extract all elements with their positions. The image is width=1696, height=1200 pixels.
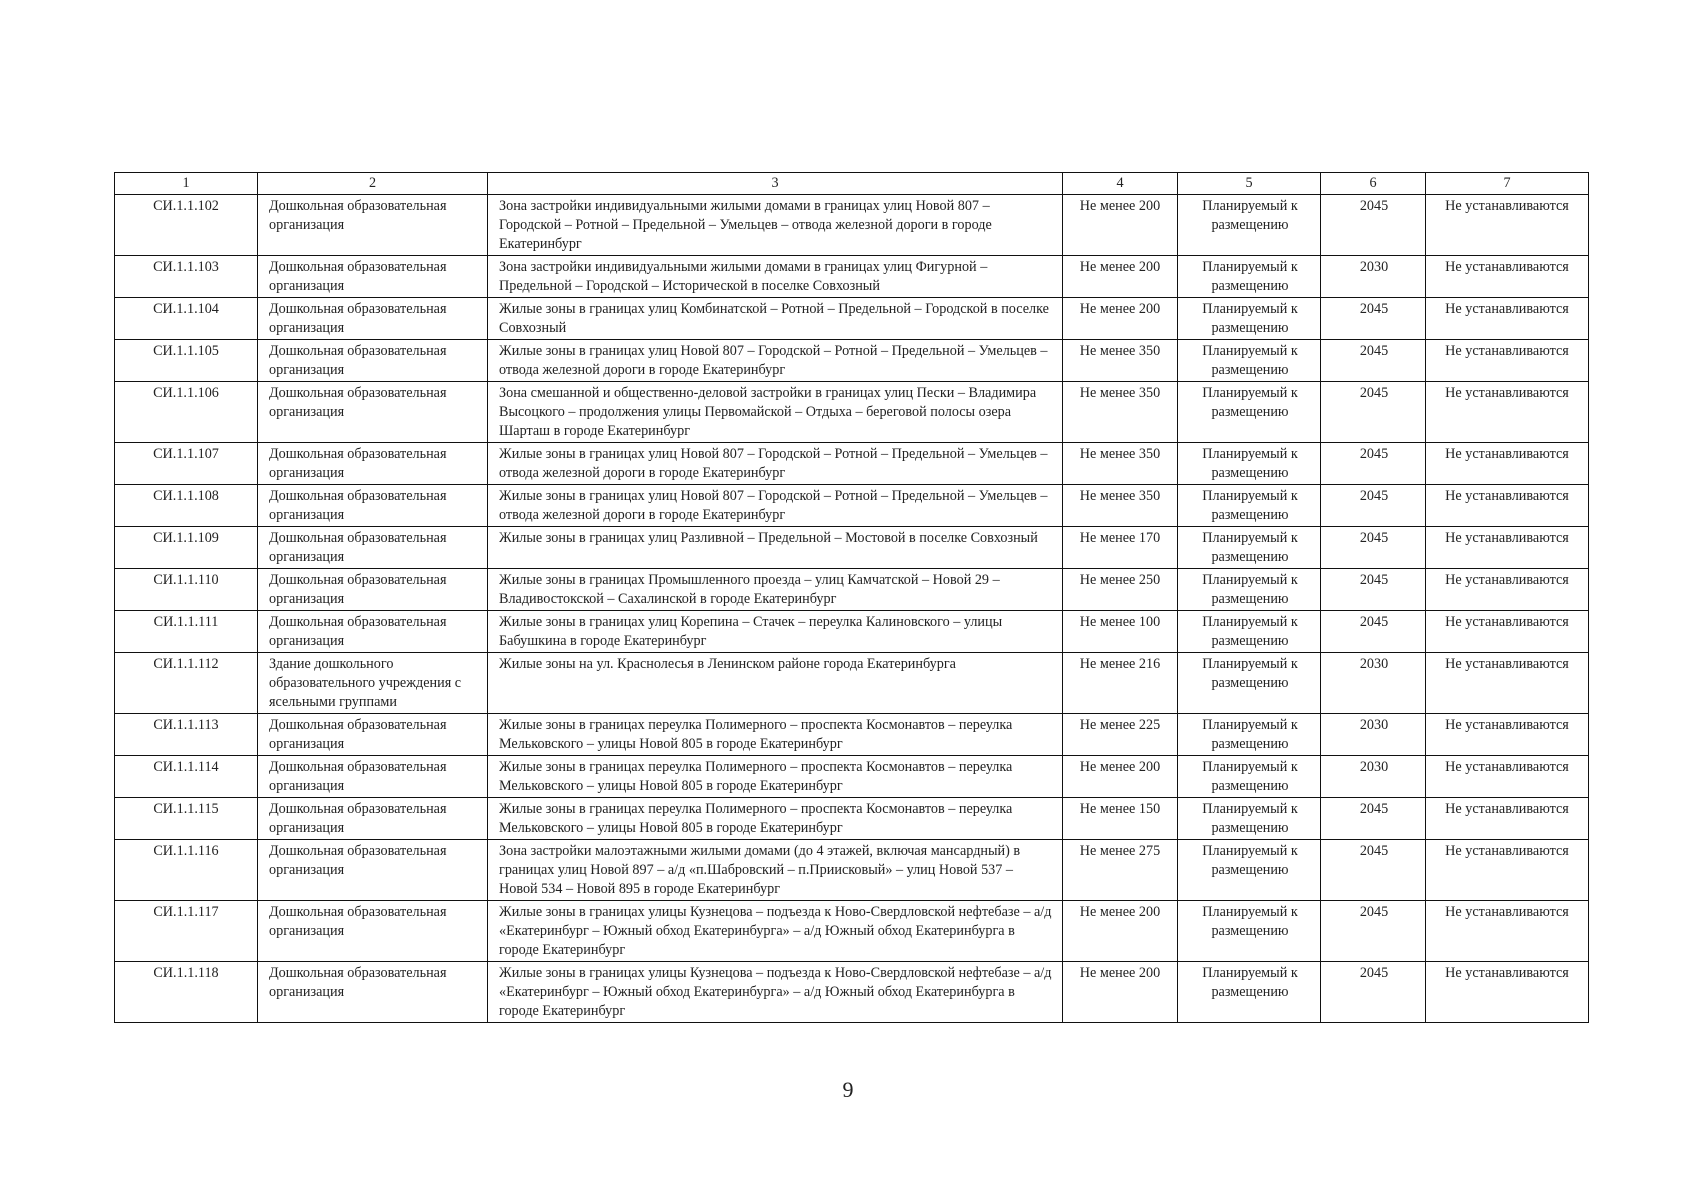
year-cell: 2045	[1321, 527, 1426, 569]
capacity-cell: Не менее 150	[1063, 798, 1178, 840]
limits-cell: Не устанавливаются	[1426, 340, 1589, 382]
table-row	[115, 962, 1589, 1023]
status-cell: Планируемый к размещению	[1178, 798, 1321, 840]
object-number-cell: СИ.1.1.118	[115, 962, 258, 1023]
capacity-cell: Не менее 216	[1063, 653, 1178, 714]
header-cell: 3	[488, 173, 1063, 195]
object-number-cell: СИ.1.1.104	[115, 298, 258, 340]
table-row	[115, 340, 1589, 382]
table-row	[115, 298, 1589, 340]
status-cell: Планируемый к размещению	[1178, 382, 1321, 443]
capacity-cell: Не менее 200	[1063, 901, 1178, 962]
status-cell: Планируемый к размещению	[1178, 443, 1321, 485]
object-type-cell: Дошкольная образовательная организация	[258, 714, 488, 756]
status-cell: Планируемый к размещению	[1178, 840, 1321, 901]
status-cell: Планируемый к размещению	[1178, 256, 1321, 298]
capacity-cell: Не менее 200	[1063, 195, 1178, 256]
object-number-cell: СИ.1.1.111	[115, 611, 258, 653]
capacity-cell: Не менее 350	[1063, 485, 1178, 527]
limits-cell: Не устанавливаются	[1426, 901, 1589, 962]
year-cell: 2030	[1321, 653, 1426, 714]
status-cell: Планируемый к размещению	[1178, 756, 1321, 798]
header-cell: 4	[1063, 173, 1178, 195]
object-number-cell: СИ.1.1.110	[115, 569, 258, 611]
objects-table	[114, 172, 1589, 1023]
limits-cell: Не устанавливаются	[1426, 527, 1589, 569]
year-cell: 2045	[1321, 340, 1426, 382]
capacity-cell: Не менее 200	[1063, 298, 1178, 340]
capacity-cell: Не менее 350	[1063, 443, 1178, 485]
object-number-cell: СИ.1.1.105	[115, 340, 258, 382]
limits-cell: Не устанавливаются	[1426, 611, 1589, 653]
limits-cell: Не устанавливаются	[1426, 569, 1589, 611]
object-number-cell: СИ.1.1.109	[115, 527, 258, 569]
limits-cell: Не устанавливаются	[1426, 653, 1589, 714]
capacity-cell: Не менее 200	[1063, 756, 1178, 798]
table-row	[115, 382, 1589, 443]
limits-cell: Не устанавливаются	[1426, 714, 1589, 756]
object-type-cell: Дошкольная образовательная организация	[258, 527, 488, 569]
zone-cell: Жилые зоны в границах улиц Новой 807 – Городской – Ротной – Предельной – Умельцев – отвода железной дороги в городе Екатеринбург	[488, 340, 1063, 382]
status-cell: Планируемый к размещению	[1178, 195, 1321, 256]
header-cell: 7	[1426, 173, 1589, 195]
object-type-cell: Дошкольная образовательная организация	[258, 569, 488, 611]
capacity-cell: Не менее 100	[1063, 611, 1178, 653]
table-row	[115, 527, 1589, 569]
page-number: 9	[842, 1077, 854, 1102]
object-number-cell: СИ.1.1.106	[115, 382, 258, 443]
header-cell: 2	[258, 173, 488, 195]
object-number-cell: СИ.1.1.115	[115, 798, 258, 840]
year-cell: 2045	[1321, 298, 1426, 340]
year-cell: 2045	[1321, 901, 1426, 962]
table-row	[115, 714, 1589, 756]
limits-cell: Не устанавливаются	[1426, 962, 1589, 1023]
capacity-cell: Не менее 200	[1063, 962, 1178, 1023]
limits-cell: Не устанавливаются	[1426, 756, 1589, 798]
table-row	[115, 611, 1589, 653]
zone-cell: Жилые зоны в границах улицы Кузнецова – подъезда к Ново-Свердловской нефтебазе – а/д «Екатеринбург – Южный обход Екатеринбурга» – а/д Южный обход Екатеринбурга в городе Екатеринбург	[488, 901, 1063, 962]
zone-cell: Жилые зоны в границах переулка Полимерного – проспекта Космонавтов – переулка Мельковского – улицы Новой 805 в городе Екатеринбург	[488, 714, 1063, 756]
zone-cell: Зона застройки индивидуальными жилыми домами в границах улиц Новой 807 – Городской – Ротной – Предельной – Умельцев – отвода железной дороги в городе Екатеринбург	[488, 195, 1063, 256]
table-body	[115, 195, 1589, 1023]
object-number-cell: СИ.1.1.112	[115, 653, 258, 714]
object-number-cell: СИ.1.1.114	[115, 756, 258, 798]
object-type-cell: Дошкольная образовательная организация	[258, 798, 488, 840]
object-number-cell: СИ.1.1.102	[115, 195, 258, 256]
capacity-cell: Не менее 350	[1063, 340, 1178, 382]
status-cell: Планируемый к размещению	[1178, 653, 1321, 714]
header-row	[115, 173, 1589, 195]
year-cell: 2045	[1321, 443, 1426, 485]
table-row	[115, 653, 1589, 714]
object-type-cell: Дошкольная образовательная организация	[258, 195, 488, 256]
limits-cell: Не устанавливаются	[1426, 256, 1589, 298]
object-type-cell: Дошкольная образовательная организация	[258, 756, 488, 798]
table-row	[115, 840, 1589, 901]
table-row	[115, 443, 1589, 485]
table-row	[115, 901, 1589, 962]
limits-cell: Не устанавливаются	[1426, 443, 1589, 485]
status-cell: Планируемый к размещению	[1178, 527, 1321, 569]
limits-cell: Не устанавливаются	[1426, 485, 1589, 527]
year-cell: 2030	[1321, 714, 1426, 756]
capacity-cell: Не менее 275	[1063, 840, 1178, 901]
year-cell: 2045	[1321, 611, 1426, 653]
object-type-cell: Дошкольная образовательная организация	[258, 298, 488, 340]
zone-cell: Жилые зоны в границах улиц Разливной – Предельной – Мостовой в поселке Совхозный	[488, 527, 1063, 569]
year-cell: 2045	[1321, 195, 1426, 256]
zone-cell: Зона застройки индивидуальными жилыми домами в границах улиц Фигурной – Предельной – Городской – Исторической в поселке Совхозный	[488, 256, 1063, 298]
year-cell: 2045	[1321, 569, 1426, 611]
year-cell: 2045	[1321, 962, 1426, 1023]
status-cell: Планируемый к размещению	[1178, 485, 1321, 527]
object-number-cell: СИ.1.1.113	[115, 714, 258, 756]
zone-cell: Жилые зоны в границах переулка Полимерного – проспекта Космонавтов – переулка Мельковского – улицы Новой 805 в городе Екатеринбург	[488, 798, 1063, 840]
table-row	[115, 195, 1589, 256]
limits-cell: Не устанавливаются	[1426, 382, 1589, 443]
capacity-cell: Не менее 200	[1063, 256, 1178, 298]
year-cell: 2030	[1321, 756, 1426, 798]
limits-cell: Не устанавливаются	[1426, 840, 1589, 901]
capacity-cell: Не менее 225	[1063, 714, 1178, 756]
header-cell: 5	[1178, 173, 1321, 195]
limits-cell: Не устанавливаются	[1426, 798, 1589, 840]
object-number-cell: СИ.1.1.107	[115, 443, 258, 485]
zone-cell: Жилые зоны на ул. Краснолесья в Ленинском районе города Екатеринбурга	[488, 653, 1063, 714]
object-type-cell: Дошкольная образовательная организация	[258, 443, 488, 485]
year-cell: 2045	[1321, 382, 1426, 443]
status-cell: Планируемый к размещению	[1178, 962, 1321, 1023]
status-cell: Планируемый к размещению	[1178, 340, 1321, 382]
object-number-cell: СИ.1.1.116	[115, 840, 258, 901]
table-row	[115, 756, 1589, 798]
zone-cell: Жилые зоны в границах улиц Новой 807 – Городской – Ротной – Предельной – Умельцев – отвода железной дороги в городе Екатеринбург	[488, 485, 1063, 527]
object-type-cell: Дошкольная образовательная организация	[258, 962, 488, 1023]
object-type-cell: Дошкольная образовательная организация	[258, 611, 488, 653]
object-number-cell: СИ.1.1.103	[115, 256, 258, 298]
table-row	[115, 798, 1589, 840]
object-type-cell: Дошкольная образовательная организация	[258, 901, 488, 962]
object-number-cell: СИ.1.1.108	[115, 485, 258, 527]
table-row	[115, 569, 1589, 611]
object-type-cell: Здание дошкольного образовательного учреждения с ясельными группами	[258, 653, 488, 714]
header-cell: 1	[115, 173, 258, 195]
zone-cell: Жилые зоны в границах улицы Кузнецова – подъезда к Ново-Свердловской нефтебазе – а/д «Екатеринбург – Южный обход Екатеринбурга» – а/д Южный обход Екатеринбурга в городе Екатеринбург	[488, 962, 1063, 1023]
year-cell: 2030	[1321, 256, 1426, 298]
status-cell: Планируемый к размещению	[1178, 569, 1321, 611]
limits-cell: Не устанавливаются	[1426, 298, 1589, 340]
capacity-cell: Не менее 350	[1063, 382, 1178, 443]
table-row	[115, 485, 1589, 527]
status-cell: Планируемый к размещению	[1178, 901, 1321, 962]
zone-cell: Жилые зоны в границах Промышленного проезда – улиц Камчатской – Новой 29 – Владивостокской – Сахалинской в городе Екатеринбург	[488, 569, 1063, 611]
zone-cell: Жилые зоны в границах переулка Полимерного – проспекта Космонавтов – переулка Мельковского – улицы Новой 805 в городе Екатеринбург	[488, 756, 1063, 798]
zone-cell: Жилые зоны в границах улиц Комбинатской – Ротной – Предельной – Городской в поселке Совхозный	[488, 298, 1063, 340]
object-type-cell: Дошкольная образовательная организация	[258, 256, 488, 298]
year-cell: 2045	[1321, 485, 1426, 527]
capacity-cell: Не менее 250	[1063, 569, 1178, 611]
object-number-cell: СИ.1.1.117	[115, 901, 258, 962]
capacity-cell: Не менее 170	[1063, 527, 1178, 569]
object-type-cell: Дошкольная образовательная организация	[258, 340, 488, 382]
object-type-cell: Дошкольная образовательная организация	[258, 840, 488, 901]
zone-cell: Жилые зоны в границах улиц Новой 807 – Городской – Ротной – Предельной – Умельцев – отвода железной дороги в городе Екатеринбург	[488, 443, 1063, 485]
status-cell: Планируемый к размещению	[1178, 714, 1321, 756]
zone-cell: Жилые зоны в границах улиц Корепина – Стачек – переулка Калиновского – улицы Бабушкина в городе Екатеринбург	[488, 611, 1063, 653]
status-cell: Планируемый к размещению	[1178, 298, 1321, 340]
header-cell: 6	[1321, 173, 1426, 195]
limits-cell: Не устанавливаются	[1426, 195, 1589, 256]
object-type-cell: Дошкольная образовательная организация	[258, 485, 488, 527]
year-cell: 2045	[1321, 840, 1426, 901]
status-cell: Планируемый к размещению	[1178, 611, 1321, 653]
zone-cell: Зона застройки малоэтажными жилыми домами (до 4 этажей, включая мансардный) в границах улиц Новой 897 – а/д «п.Шабровский – п.Приисковый» – улиц Новой 537 – Новой 534 – Новой 895 в городе Екатеринбург	[488, 840, 1063, 901]
table-row	[115, 256, 1589, 298]
year-cell: 2045	[1321, 798, 1426, 840]
zone-cell: Зона смешанной и общественно-деловой застройки в границах улиц Пески – Владимира Высоцкого – продолжения улицы Первомайской – Отдыха – береговой полосы озера Шарташ в городе Екатеринбург	[488, 382, 1063, 443]
object-type-cell: Дошкольная образовательная организация	[258, 382, 488, 443]
